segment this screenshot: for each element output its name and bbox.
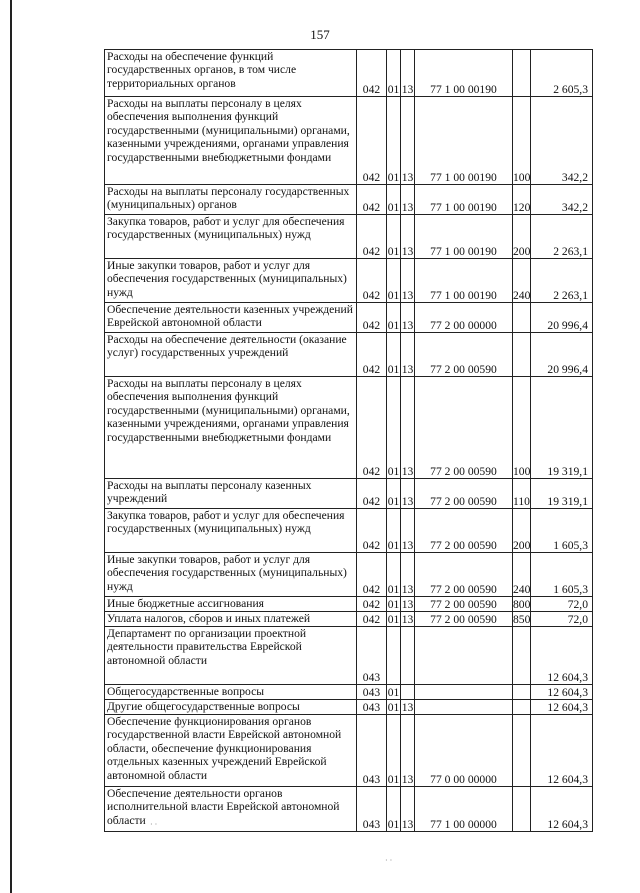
row-target <box>415 685 513 700</box>
page-number: 157 <box>310 27 330 42</box>
row-section: 01 <box>387 303 401 333</box>
row-target <box>415 627 513 685</box>
row-amount: 72,0 <box>531 597 593 612</box>
page-edge-line <box>10 0 12 893</box>
row-name: Иные закупки товаров, работ и услуг для обеспечения государственных (муниципальных) нужд <box>105 259 357 303</box>
row-section: 01 <box>387 509 401 553</box>
table-row <box>105 700 593 715</box>
row-code: 043 <box>357 715 387 787</box>
row-amount: 2 263,1 <box>531 215 593 259</box>
row-name: Уплата налогов, сборов и иных платежей <box>105 612 357 627</box>
row-expense-type: 200 <box>513 215 531 259</box>
table-row <box>105 597 593 612</box>
row-code: 042 <box>357 303 387 333</box>
row-expense-type <box>513 715 531 787</box>
row-target: 77 2 00 00590 <box>415 333 513 377</box>
row-target: 77 1 00 00190 <box>415 215 513 259</box>
row-name: Расходы на выплаты персоналу в целях обеспечения выполнения функций государственными (муниципальными) органами, казенными учреждениями, органами управления государственными внебюджетными фондами <box>105 97 357 185</box>
row-target: 77 0 00 00000 <box>415 715 513 787</box>
row-subsection: 13 <box>401 509 415 553</box>
scan-speck: · · <box>385 856 393 865</box>
row-subsection: 13 <box>401 597 414 611</box>
row-target: 77 2 00 00590 <box>415 509 513 553</box>
budget-table-body <box>105 50 593 832</box>
row-section: 01 <box>387 715 401 787</box>
row-code: 042 <box>357 597 387 612</box>
table-row <box>105 185 593 215</box>
row-subsection <box>401 627 415 685</box>
table-row <box>105 333 593 377</box>
row-expense-type: 100 <box>513 97 531 185</box>
row-subsection: 13 <box>401 479 415 509</box>
row-section: 01 <box>387 50 401 97</box>
row-amount: 2 263,1 <box>531 259 593 303</box>
budget-table <box>104 49 593 832</box>
row-name: Закупка товаров, работ и услуг для обеспечения государственных (муниципальных) нужд <box>105 215 357 259</box>
row-code: 043 <box>357 685 387 700</box>
row-amount: 19 319,1 <box>531 377 593 479</box>
row-name: Иные бюджетные ассигнования <box>105 597 357 612</box>
table-row <box>105 215 593 259</box>
table-row <box>105 50 593 97</box>
row-name: Расходы на выплаты персоналу казенных учреждений <box>105 479 357 509</box>
scan-speck: · · <box>150 820 158 829</box>
table-row <box>105 715 593 787</box>
row-name: Расходы на обеспечение деятельности (оказание услуг) государственных учреждений <box>105 333 357 377</box>
row-subsection <box>401 685 415 700</box>
row-code: 042 <box>357 50 387 97</box>
row-section: 01 <box>387 612 400 626</box>
row-code: 042 <box>357 259 387 303</box>
row-section: 01 <box>387 479 401 509</box>
row-code: 043 <box>357 627 387 685</box>
row-subsection: 13 <box>401 215 415 259</box>
row-code: 042 <box>357 215 387 259</box>
table-row <box>105 303 593 333</box>
row-subsection: 13 <box>401 715 415 787</box>
row-target: 77 1 00 00190 <box>415 97 513 185</box>
row-amount: 20 996,4 <box>531 303 593 333</box>
row-section: 01 <box>387 553 401 597</box>
row-expense-type <box>513 700 531 715</box>
row-expense-type <box>513 303 531 333</box>
row-code: 042 <box>357 377 387 479</box>
row-amount: 342,2 <box>531 97 593 185</box>
row-code: 042 <box>357 333 387 377</box>
row-expense-type: 800 <box>513 597 531 611</box>
table-row <box>105 377 593 479</box>
row-section: 01 <box>387 685 400 699</box>
row-amount: 342,2 <box>531 185 593 215</box>
row-name: Расходы на выплаты персоналу в целях обеспечения выполнения функций государственными (муниципальными) органами, казенными учреждениями, органами управления государственными внебюджетными фондами <box>105 377 357 479</box>
row-target <box>415 700 513 715</box>
row-section: 01 <box>387 215 401 259</box>
row-name: Обеспечение функционирования органов государственной власти Еврейской автономной области, обеспечение функционирования отдельных казенных учреждений Еврейской автономной области <box>105 715 357 787</box>
row-expense-type: 100 <box>513 377 531 479</box>
row-amount: 1 605,3 <box>531 553 593 597</box>
row-amount: 2 605,3 <box>531 50 593 97</box>
row-name: Иные закупки товаров, работ и услуг для обеспечения государственных (муниципальных) нужд <box>105 553 357 597</box>
row-target: 77 2 00 00590 <box>415 553 513 597</box>
row-name: Обеспечение деятельности органов исполнительной власти Еврейской автономной области <box>105 787 357 832</box>
row-name: Другие общегосударственные вопросы <box>105 700 357 715</box>
table-row <box>105 97 593 185</box>
row-code: 043 <box>357 787 387 832</box>
row-expense-type <box>513 627 531 685</box>
row-subsection: 13 <box>401 185 415 215</box>
row-subsection: 13 <box>401 97 415 185</box>
row-section: 01 <box>387 259 401 303</box>
row-expense-type: 120 <box>513 185 531 215</box>
row-name: Обеспечение деятельности казенных учреждений Еврейской автономной области <box>105 303 357 333</box>
row-target: 77 2 00 00000 <box>415 303 513 333</box>
row-code: 042 <box>357 509 387 553</box>
row-name: Общегосударственные вопросы <box>105 685 357 700</box>
row-name: Расходы на обеспечение функций государственных органов, в том числе территориальных органов <box>105 50 357 97</box>
table-row <box>105 509 593 553</box>
row-section: 01 <box>387 333 401 377</box>
table-row <box>105 787 593 832</box>
row-subsection: 13 <box>401 553 415 597</box>
row-name: Закупка товаров, работ и услуг для обеспечения государственных (муниципальных) нужд <box>105 509 357 553</box>
row-subsection: 13 <box>401 612 414 626</box>
row-amount: 1 605,3 <box>531 509 593 553</box>
row-expense-type <box>513 50 531 97</box>
row-amount: 12 604,3 <box>531 685 593 700</box>
row-amount: 12 604,3 <box>531 715 593 787</box>
table-row <box>105 259 593 303</box>
row-subsection: 13 <box>401 259 415 303</box>
row-target: 77 1 00 00190 <box>415 50 513 97</box>
table-row <box>105 479 593 509</box>
row-subsection: 13 <box>401 303 415 333</box>
row-section: 01 <box>387 700 400 714</box>
row-target: 77 2 00 00590 <box>415 479 513 509</box>
row-code: 043 <box>357 700 387 715</box>
table-row <box>105 612 593 627</box>
row-section: 01 <box>387 597 400 611</box>
row-subsection: 13 <box>401 787 415 832</box>
row-subsection: 13 <box>401 700 414 714</box>
table-row <box>105 685 593 700</box>
row-target: 77 1 00 00190 <box>415 185 513 215</box>
row-code: 042 <box>357 612 387 627</box>
row-amount: 20 996,4 <box>531 333 593 377</box>
row-amount: 12 604,3 <box>531 700 593 715</box>
row-target: 77 2 00 00590 <box>415 597 513 612</box>
row-amount: 12 604,3 <box>531 787 593 832</box>
row-code: 042 <box>357 185 387 215</box>
row-code: 042 <box>357 97 387 185</box>
row-section: 01 <box>387 787 401 832</box>
row-name: Департамент по организации проектной деятельности правительства Еврейской автономной области <box>105 627 357 685</box>
row-subsection: 13 <box>401 377 415 479</box>
row-expense-type: 200 <box>513 509 531 553</box>
table-row <box>105 553 593 597</box>
row-target: 77 2 00 00590 <box>415 612 513 627</box>
row-expense-type <box>513 787 531 832</box>
row-section <box>387 627 401 685</box>
row-section: 01 <box>387 377 401 479</box>
row-expense-type <box>513 685 531 700</box>
row-target: 77 1 00 00000 <box>415 787 513 832</box>
row-amount: 19 319,1 <box>531 479 593 509</box>
row-subsection: 13 <box>401 50 415 97</box>
row-section: 01 <box>387 185 401 215</box>
row-target: 77 1 00 00190 <box>415 259 513 303</box>
row-name: Расходы на выплаты персоналу государственных (муниципальных) органов <box>105 185 357 215</box>
table-row <box>105 627 593 685</box>
row-amount: 12 604,3 <box>531 627 593 685</box>
row-code: 042 <box>357 479 387 509</box>
row-subsection: 13 <box>401 333 415 377</box>
row-target: 77 2 00 00590 <box>415 377 513 479</box>
row-expense-type <box>513 333 531 377</box>
row-expense-type: 240 <box>513 553 531 597</box>
row-expense-type: 240 <box>513 259 531 303</box>
row-code: 042 <box>357 553 387 597</box>
row-expense-type: 110 <box>513 479 531 509</box>
row-expense-type: 850 <box>513 612 531 626</box>
row-section: 01 <box>387 97 401 185</box>
row-amount: 72,0 <box>531 612 593 627</box>
